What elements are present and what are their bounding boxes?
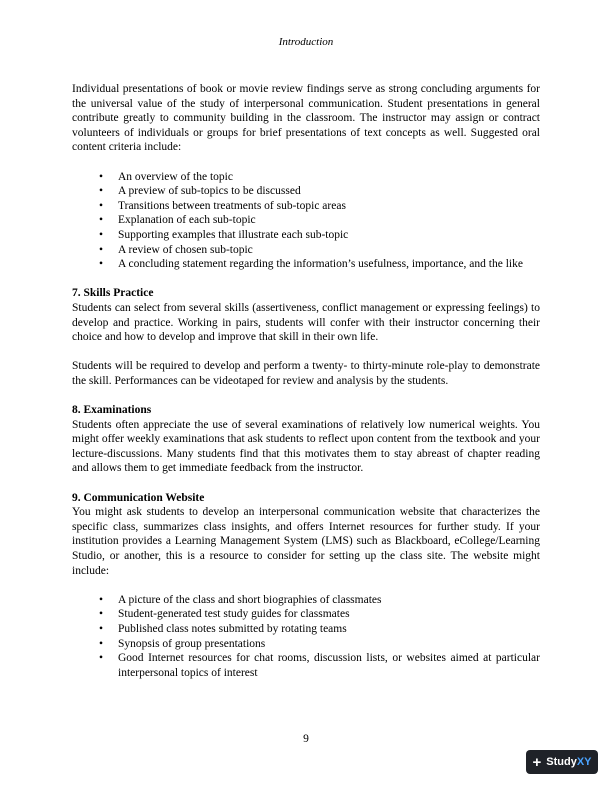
list-item: • Synopsis of group presentations [72, 637, 540, 652]
list-item: • An overview of the topic [72, 170, 540, 185]
list-item: • A preview of sub-topics to be discussed [72, 184, 540, 199]
list-item: • A picture of the class and short biographies of classmates [72, 593, 540, 608]
list-item: • Explanation of each sub-topic [72, 213, 540, 228]
watermark-brand-xy: XY [576, 756, 592, 768]
section-heading-communication-website: 9. Communication Website [72, 491, 205, 504]
skills-practice-paragraph-1: Students can select from several skills (assertiveness, conflict management or expressing feelings) to develop and practice. Working in pairs, students will confer with their instructor concerning their choice and how to develop and improve that skill in their own life. [72, 301, 540, 344]
list-item: • A concluding statement regarding the information’s usefulness, importance, and the like [72, 257, 540, 272]
section-heading-skills-practice: 7. Skills Practice [72, 287, 154, 300]
section-heading-examinations: 8. Examinations [72, 404, 152, 417]
watermark-brand-study: Study [546, 756, 577, 768]
examinations-paragraph: Students often appreciate the use of several examinations of relatively low numerical weights. You might offer weekly examinations that ask students to reflect upon content from the textbook and your lecture-discussions. Many students find that this motivates them to stay abreast of chapter reading and allows them to get immediate feedback from the instructor. [72, 418, 540, 475]
watermark-brand [546, 756, 591, 768]
page-number: 9 [303, 733, 309, 745]
criteria-list [72, 170, 540, 272]
list-item: • Transitions between treatments of sub-topic areas [72, 199, 540, 214]
intro-paragraph: Individual presentations of book or movie review findings serve as strong concluding arguments for the universal value of the study of interpersonal communication. Student presentations in general contribute greatly to community building in the classroom. The instructor may assign or contract volunteers of individuals or groups for brief presentations of text concepts as well. Suggested oral content criteria include: [72, 83, 540, 154]
skills-practice-paragraph-2: Students will be required to develop and perform a twenty- to thirty-minute role-play to demonstrate the skill. Performances can be videotaped for review and analysis by the students. [72, 360, 540, 387]
communication-website-paragraph: You might ask students to develop an interpersonal communication website that characterizes the specific class, summarizes class insights, and offers Internet resources for further study. If your institution provides a Learning Management System (LMS) such as Blackboard, eCollege/Learning Studio, or another, this is a resource to consider for setting up the class site. The website might include: [72, 506, 540, 577]
list-item: • A review of chosen sub-topic [72, 243, 540, 258]
studyxy-watermark-badge[interactable] [526, 750, 598, 774]
document-body [72, 82, 540, 695]
list-item: • Published class notes submitted by rotating teams [72, 622, 540, 637]
plus-icon: + [532, 753, 542, 771]
page-header: Introduction [278, 36, 334, 48]
list-item: • Student-generated test study guides for classmates [72, 607, 540, 622]
list-item: • Good Internet resources for chat rooms, discussion lists, or websites aimed at particular interpersonal topics of interest [72, 651, 540, 680]
list-item: • Supporting examples that illustrate each sub-topic [72, 228, 540, 243]
website-list [72, 593, 540, 681]
